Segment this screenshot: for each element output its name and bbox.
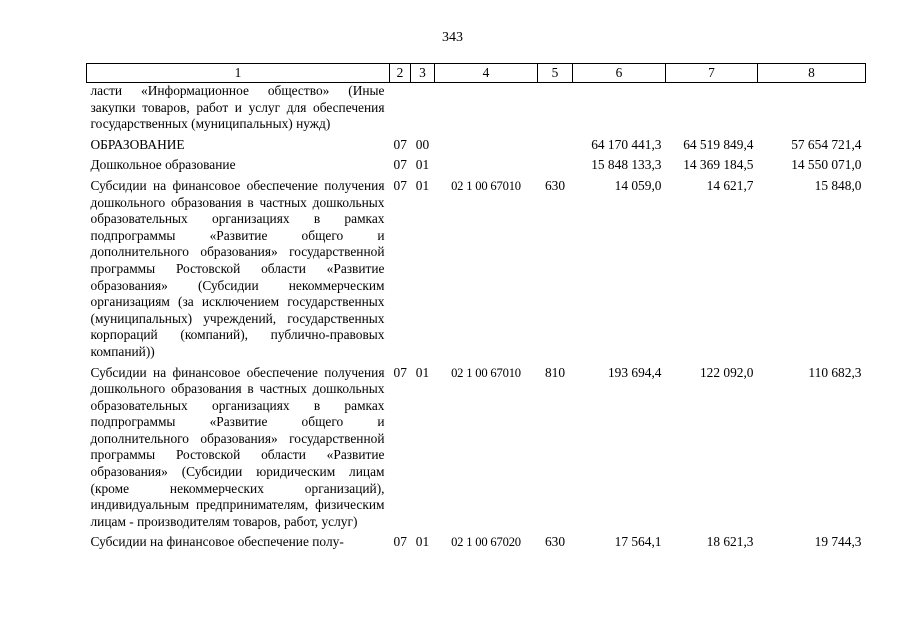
- row-name: Субсидии на финансовое обеспечение получения дошкольного образования в частных дошкольных образовательных организациях в рамках подпрограммы «Развитие общего и дополнительного образования» государственной программы Ростовской области «Развитие образования» (Субсидии некоммерческим организациям (за исключением государственных (муниципальных) учреждений, государственных корпораций (компаний), публично-правовых компаний)): [90, 177, 385, 359]
- row-section: 07: [393, 534, 407, 550]
- row-name: Субсидии на финансовое обеспечение получения дошкольного образования в частных дошкольных образовательных организациях в рамках подпрограммы «Развитие общего и дополнительного образования» государственной программы Ростовской области «Развитие образования» (Субсидии юридическим лицам (кроме некоммерческих организаций), индивидуальным предпринимателям, физическим лицам - производителям товаров, работ, услуг): [90, 364, 385, 529]
- row-expense-type: 630: [544, 534, 566, 550]
- row-section: 07: [393, 364, 407, 380]
- row-amount-col8: 110 682,3: [808, 364, 862, 380]
- row-target-article: [435, 137, 538, 154]
- table-row: [87, 157, 866, 174]
- row-target-article: [435, 157, 538, 174]
- row-amount-col7: 14 369 184,5: [683, 157, 754, 173]
- row-amount-col6: 64 170 441,3: [591, 136, 662, 152]
- header-col-1: 1: [87, 64, 390, 83]
- row-target-article: 02 1 00 67020: [451, 535, 521, 550]
- row-amount-col7: [666, 83, 758, 133]
- row-expense-type: 810: [544, 364, 566, 380]
- row-expense-type: [538, 83, 573, 133]
- row-amount-col6: 17 564,1: [614, 534, 662, 550]
- row-amount-col6: 193 694,4: [607, 364, 662, 380]
- row-expense-type: 630: [544, 177, 566, 193]
- row-name: Дошкольное образование: [90, 157, 236, 173]
- row-name: ласти «Информационное общество» (Иные закупки товаров, работ и услуг для обеспечения государственных (муниципальных) нужд): [90, 83, 385, 132]
- row-expense-type: [538, 137, 573, 154]
- row-amount-col6: 15 848 133,3: [591, 157, 662, 173]
- row-subsection: 01: [415, 177, 430, 193]
- table-row: [87, 534, 866, 551]
- row-section: 07: [393, 177, 407, 193]
- header-col-8: 8: [758, 64, 866, 83]
- row-amount-col7: 18 621,3: [706, 534, 754, 550]
- row-section: 07: [393, 136, 407, 152]
- row-subsection: 01: [415, 364, 430, 380]
- row-subsection: 01: [415, 534, 430, 550]
- row-amount-col8: [758, 83, 866, 133]
- table-row: [87, 137, 866, 154]
- header-col-6: 6: [573, 64, 666, 83]
- table-body: [87, 83, 866, 552]
- row-amount-col8: 14 550 071,0: [791, 157, 862, 173]
- row-target-article: [435, 83, 538, 133]
- row-amount-col8: 15 848,0: [814, 177, 862, 193]
- row-subsection: [411, 83, 435, 133]
- row-amount-col6: 14 059,0: [614, 177, 662, 193]
- table-header-row: [87, 64, 866, 83]
- row-subsection: 00: [415, 136, 430, 152]
- table-row: [87, 365, 866, 531]
- header-col-3: 3: [411, 64, 435, 83]
- header-col-5: 5: [538, 64, 573, 83]
- header-col-7: 7: [666, 64, 758, 83]
- row-target-article: 02 1 00 67010: [451, 365, 521, 380]
- header-col-2: 2: [390, 64, 411, 83]
- row-amount-col7: 122 092,0: [699, 364, 754, 380]
- row-target-article: 02 1 00 67010: [451, 178, 521, 193]
- row-subsection: 01: [415, 157, 430, 173]
- row-expense-type: [538, 157, 573, 174]
- row-name: Субсидии на финансовое обеспечение полу-: [90, 534, 344, 550]
- row-amount-col8: 57 654 721,4: [791, 136, 862, 152]
- row-section: 07: [393, 157, 407, 173]
- row-name: ОБРАЗОВАНИЕ: [90, 136, 185, 152]
- row-amount-col8: 19 744,3: [814, 534, 862, 550]
- budget-table: [86, 63, 866, 551]
- header-col-4: 4: [435, 64, 538, 83]
- page-number: 343: [442, 30, 463, 45]
- row-amount-col6: [573, 83, 666, 133]
- row-section: [390, 83, 411, 133]
- row-amount-col7: 14 621,7: [706, 177, 754, 193]
- row-amount-col7: 64 519 849,4: [683, 136, 754, 152]
- table-row: [87, 83, 866, 133]
- table-row: [87, 178, 866, 361]
